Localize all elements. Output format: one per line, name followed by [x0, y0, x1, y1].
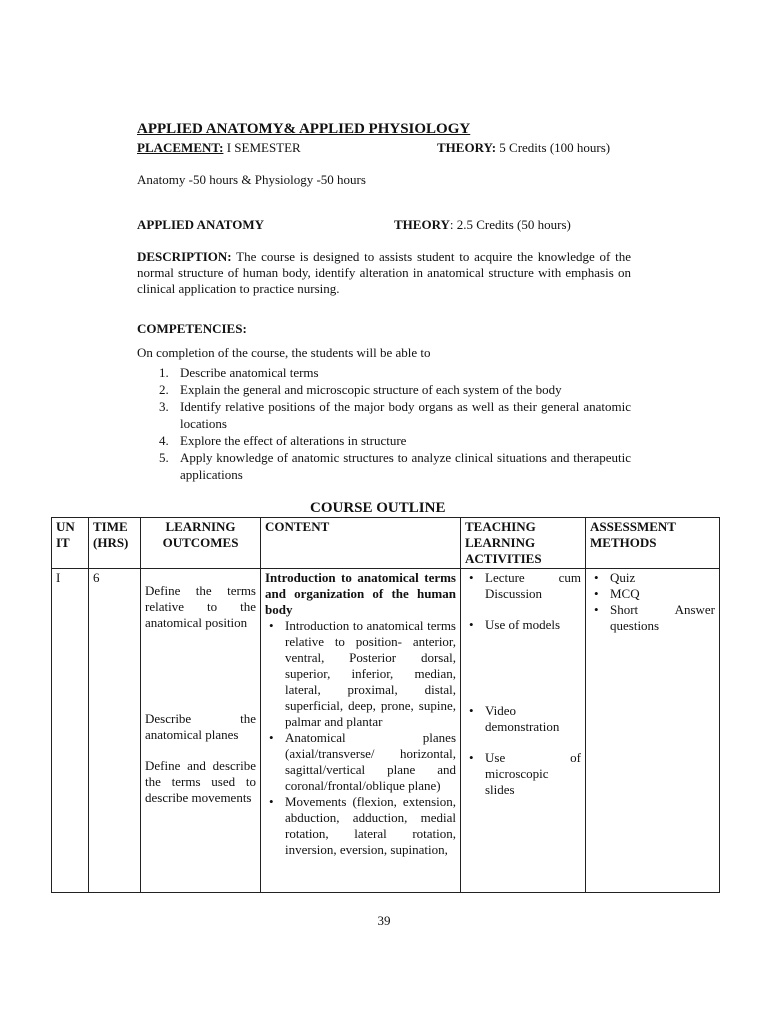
competency-item: [137, 381, 631, 398]
section-theory-line: [394, 217, 571, 233]
assessment-list: [590, 570, 715, 634]
course-outline-table: [51, 517, 720, 893]
list-item: [590, 570, 715, 586]
list-item: [265, 730, 456, 794]
course-outline-title: COURSE OUTLINE: [310, 500, 446, 516]
content-item-text: Anatomical planes (axial/transverse/ horizontal, sagittal/vertical plane and coronal/frontal/oblique plane): [285, 730, 456, 793]
section-theory-value: : 2.5 Credits (50 hours): [449, 217, 571, 232]
placement-label: PLACEMENT:: [137, 140, 224, 155]
teaching-item-text: Use of microscopic slides: [485, 750, 581, 797]
header-teaching-activities: TEACHING LEARNING ACTIVITIES: [461, 518, 586, 569]
outcome-item: Define and describe the terms used to describe movements: [145, 758, 256, 805]
header-unit: UN IT: [52, 518, 89, 569]
list-item: [590, 586, 715, 602]
competency-item: [137, 398, 631, 432]
competencies-intro: On completion of the course, the students will be able to: [137, 345, 431, 360]
cell-content: [261, 569, 461, 893]
competency-number: 3.: [159, 399, 169, 414]
competency-text: Explore the effect of alterations in structure: [180, 433, 407, 448]
total-theory-value: 5 Credits (100 hours): [496, 140, 611, 155]
bullet-icon: •: [469, 570, 474, 585]
content-item-text: Movements (flexion, extension, abduction, adduction, medial rotation, lateral rotation, inversion, eversion, supination,: [285, 794, 456, 857]
section-theory-label: THEORY: [394, 217, 450, 232]
competency-number: 2.: [159, 382, 169, 397]
teaching-item-text: Use of models: [485, 617, 561, 632]
description-text: The course is designed to assists student to acquire the knowledge of the normal structure of human body, identify alteration in anatomical structure with emphasis on clinical application to practice nursing.: [137, 249, 631, 296]
placement-value: I SEMESTER: [223, 140, 301, 155]
teaching-list: [465, 570, 581, 798]
competencies-label: COMPETENCIES:: [137, 321, 247, 336]
page-number: 39: [377, 913, 391, 928]
teaching-item-text: Video demonstration: [485, 703, 560, 734]
bullet-icon: •: [594, 602, 599, 617]
competency-item: [137, 449, 631, 483]
bullet-icon: •: [469, 617, 474, 632]
content-heading: Introduction to anatomical terms and organization of the human body: [265, 570, 456, 617]
assessment-item-text: Short Answer questions: [610, 602, 715, 633]
table-row: [52, 569, 720, 893]
list-item: [465, 617, 581, 633]
cell-teaching-activities: [461, 569, 586, 893]
content-item-text: Introduction to anatomical terms relative to position- anterior, ventral, Posterior dorsal, superior, inferior, median, lateral, proximal, distal, superficial, deep, prone, supine, palmar and plantar: [285, 618, 456, 729]
list-item: [590, 602, 715, 634]
list-item: [265, 794, 456, 858]
placement-line: [137, 140, 301, 156]
bullet-icon: •: [269, 730, 274, 745]
hours-split: Anatomy -50 hours & Physiology -50 hours: [137, 172, 366, 187]
competency-text: Explain the general and microscopic structure of each system of the body: [180, 382, 562, 397]
total-theory-line: [437, 140, 610, 156]
cell-assessment-methods: [586, 569, 720, 893]
header-learning-outcomes: LEARNING OUTCOMES: [141, 518, 261, 569]
competency-item: [137, 432, 631, 449]
cell-unit: I: [52, 569, 89, 893]
competency-number: 4.: [159, 433, 169, 448]
list-item: [465, 750, 581, 798]
competency-number: 5.: [159, 450, 169, 465]
bullet-icon: •: [469, 703, 474, 718]
header-time: TIME (HRS): [89, 518, 141, 569]
competency-number: 1.: [159, 365, 169, 380]
cell-time: 6: [89, 569, 141, 893]
bullet-icon: •: [594, 586, 599, 601]
header-assessment-methods: ASSESSMENT METHODS: [586, 518, 720, 569]
list-item: [465, 703, 581, 735]
bullet-icon: •: [469, 750, 474, 765]
teaching-item-text: Lecture cum Discussion: [485, 570, 581, 601]
list-item: [265, 618, 456, 730]
bullet-icon: •: [269, 794, 274, 809]
competency-text: Describe anatomical terms: [180, 365, 319, 380]
competency-text: Identify relative positions of the major body organs as well as their general anatomic locations: [180, 399, 631, 431]
content-list: [265, 618, 456, 858]
bullet-icon: •: [269, 618, 274, 633]
cell-learning-outcomes: [141, 569, 261, 893]
section-name: APPLIED ANATOMY: [137, 217, 264, 232]
bullet-icon: •: [594, 570, 599, 585]
description-paragraph: [137, 249, 631, 297]
competency-item: [137, 364, 631, 381]
competencies-list: [137, 364, 631, 483]
assessment-item-text: MCQ: [610, 586, 640, 601]
total-theory-label: THEORY:: [437, 140, 497, 155]
outcome-item: Define the terms relative to the anatomical position: [145, 583, 256, 630]
header-content: CONTENT: [261, 518, 461, 569]
document-title: APPLIED ANATOMY& APPLIED PHYSIOLOGY: [137, 121, 471, 137]
competency-text: Apply knowledge of anatomic structures to analyze clinical situations and therapeutic applications: [180, 450, 631, 482]
description-label: DESCRIPTION:: [137, 249, 232, 264]
assessment-item-text: Quiz: [610, 570, 636, 585]
table-header-row: [52, 518, 720, 569]
outcome-item: Describe the anatomical planes: [145, 711, 256, 742]
list-item: [465, 570, 581, 602]
